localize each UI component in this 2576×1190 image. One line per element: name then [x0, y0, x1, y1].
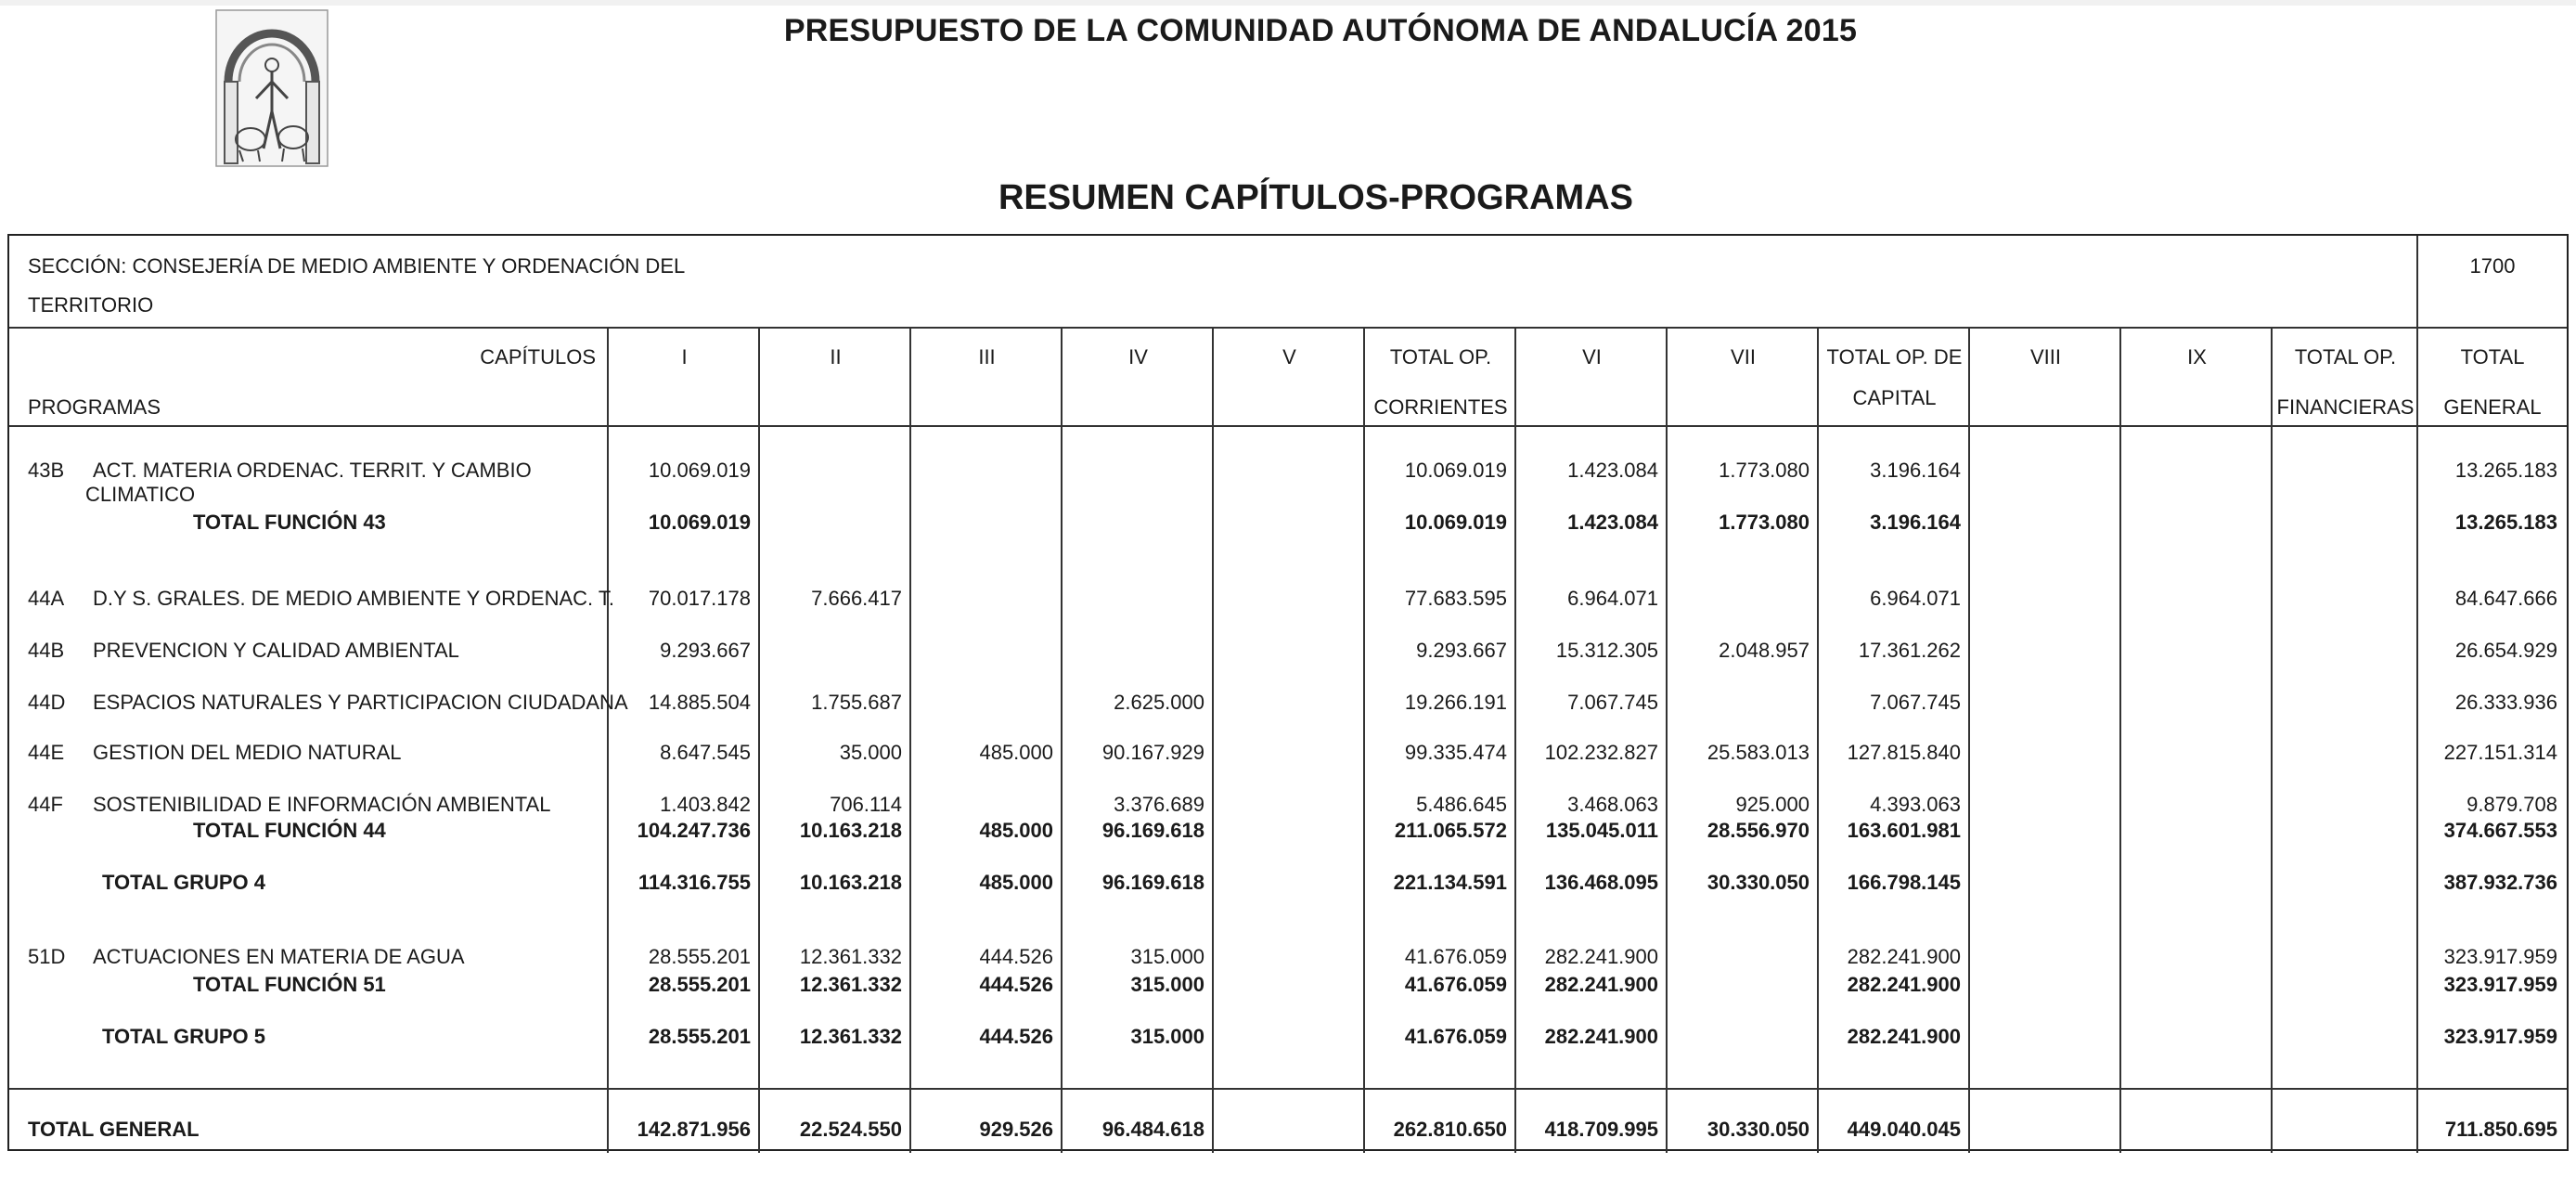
table-cell: 41.676.059 [1404, 973, 1507, 996]
table-cell: 387.932.736 [2443, 871, 2557, 894]
table-cell: 1.773.080 [1719, 459, 1810, 482]
program-code: 51D [28, 945, 66, 968]
section-code: 1700 [2469, 254, 2516, 278]
table-cell: 10.163.218 [799, 819, 902, 842]
column-header: II [830, 345, 842, 369]
table-cell: 104.247.736 [637, 819, 751, 842]
table-cell: 485.000 [979, 819, 1053, 842]
table-cell: 3.196.164 [1870, 459, 1961, 482]
table-cell: 127.815.840 [1847, 741, 1961, 764]
total-label: TOTAL GENERAL [28, 1118, 200, 1141]
table-cell: 12.361.332 [799, 945, 902, 968]
table-cell: 5.486.645 [1416, 793, 1507, 816]
program-name: ACTUACIONES EN MATERIA DE AGUA [93, 945, 465, 968]
table-cell: 6.964.071 [1567, 587, 1658, 610]
table-cell: 13.265.183 [2454, 511, 2557, 534]
table-cell: 282.241.900 [1544, 1025, 1658, 1048]
program-code: 44B [28, 639, 65, 662]
column-header: TOTAL OP. [1389, 345, 1492, 369]
table-cell: 315.000 [1130, 973, 1204, 996]
table-cell: 30.330.050 [1707, 871, 1810, 894]
table-cell: 28.556.970 [1707, 819, 1810, 842]
table-cell: 102.232.827 [1544, 741, 1658, 764]
column-header: VIII [2029, 345, 2061, 369]
total-label: TOTAL GRUPO 5 [102, 1025, 266, 1048]
table-cell: 282.241.900 [1544, 973, 1658, 996]
program-code: 44F [28, 793, 63, 816]
column-divider [2119, 327, 2121, 1153]
table-cell: 28.555.201 [648, 973, 751, 996]
table-cell: 9.879.708 [2467, 793, 2557, 816]
table-cell: 28.555.201 [648, 1025, 751, 1048]
table-cell: 163.601.981 [1847, 819, 1961, 842]
table-cell: 10.069.019 [648, 511, 751, 534]
table-cell: 1.403.842 [660, 793, 751, 816]
table-cell: 227.151.314 [2443, 741, 2557, 764]
table-cell: 7.067.745 [1567, 691, 1658, 714]
table-cell: 282.241.900 [1544, 945, 1658, 968]
programas-header: PROGRAMAS [28, 395, 161, 419]
table-cell: 2.625.000 [1114, 691, 1204, 714]
section-label: SECCIÓN: CONSEJERÍA DE MEDIO AMBIENTE Y ORDENACIÓN DEL [28, 254, 686, 278]
table-cell: 41.676.059 [1404, 945, 1507, 968]
column-header-line2: CAPITAL [1852, 386, 1937, 409]
table-cell: 135.045.011 [1545, 819, 1658, 842]
column-divider [2271, 327, 2273, 1153]
total-label: TOTAL FUNCIÓN 51 [193, 973, 386, 996]
column-header-line2: CORRIENTES [1373, 395, 1508, 419]
column-header: IV [1128, 345, 1148, 369]
column-header: TOTAL OP. DE [1826, 345, 1963, 369]
table-cell: 10.163.218 [799, 871, 902, 894]
table-cell: 41.676.059 [1404, 1025, 1507, 1048]
table-cell: 211.065.572 [1394, 819, 1507, 842]
table-cell: 485.000 [979, 741, 1053, 764]
table-cell: 9.293.667 [660, 639, 751, 662]
table-cell: 13.265.183 [2454, 459, 2557, 482]
table-cell: 418.709.995 [1544, 1118, 1658, 1141]
column-divider [1968, 327, 1970, 1153]
table-cell: 136.468.095 [1544, 871, 1658, 894]
table-cell: 449.040.045 [1847, 1118, 1961, 1141]
table-cell: 26.333.936 [2454, 691, 2557, 714]
total-label: TOTAL GRUPO 4 [102, 871, 266, 894]
table-cell: 711.850.695 [2444, 1118, 2557, 1141]
table-cell: 17.361.262 [1858, 639, 1961, 662]
table-cell: 3.468.063 [1567, 793, 1658, 816]
table-cell: 444.526 [979, 945, 1053, 968]
table-cell: 485.000 [979, 871, 1053, 894]
program-name: GESTION DEL MEDIO NATURAL [93, 741, 402, 764]
table-cell: 323.917.959 [2443, 945, 2557, 968]
program-name: ESPACIOS NATURALES Y PARTICIPACION CIUDADANA [93, 691, 628, 714]
column-header: TOTAL OP. [2294, 345, 2397, 369]
total-label: TOTAL FUNCIÓN 43 [193, 511, 386, 534]
table-cell: 25.583.013 [1707, 741, 1810, 764]
table-cell: 15.312.305 [1555, 639, 1658, 662]
table-cell: 9.293.667 [1416, 639, 1507, 662]
table-cell: 1.423.084 [1567, 459, 1658, 482]
table-cell: 2.048.957 [1719, 639, 1810, 662]
capitulos-header: CAPÍTULOS [480, 345, 596, 369]
table-cell: 14.885.504 [648, 691, 751, 714]
program-code: 43B [28, 459, 65, 482]
top-strip [0, 0, 2576, 6]
table-cell: 7.666.417 [811, 587, 902, 610]
table-cell: 22.524.550 [799, 1118, 902, 1141]
budget-table [7, 234, 2569, 1151]
table-cell: 6.964.071 [1870, 587, 1961, 610]
table-cell: 12.361.332 [799, 1025, 902, 1048]
program-name-cont: CLIMATICO [85, 483, 196, 506]
table-cell: 4.393.063 [1870, 793, 1961, 816]
table-cell: 90.167.929 [1101, 741, 1204, 764]
program-name: D.Y S. GRALES. DE MEDIO AMBIENTE Y ORDENAC. T. [93, 587, 614, 610]
header-divider [9, 327, 2567, 329]
column-header: IX [2187, 345, 2207, 369]
table-cell: 10.069.019 [1404, 511, 1507, 534]
table-cell: 12.361.332 [799, 973, 902, 996]
table-cell: 323.917.959 [2443, 973, 2557, 996]
column-header-divider [9, 425, 2567, 427]
table-cell: 1.773.080 [1719, 511, 1810, 534]
table-cell: 282.241.900 [1847, 973, 1961, 996]
table-cell: 925.000 [1735, 793, 1810, 816]
table-cell: 444.526 [979, 973, 1053, 996]
column-divider [1666, 327, 1668, 1153]
table-cell: 706.114 [830, 793, 902, 816]
program-name: PREVENCION Y CALIDAD AMBIENTAL [93, 639, 459, 662]
table-cell: 221.134.591 [1393, 871, 1507, 894]
table-cell: 8.647.545 [660, 741, 751, 764]
page-subtitle: RESUMEN CAPÍTULOS-PROGRAMAS [998, 178, 1634, 217]
column-header: VII [1731, 345, 1756, 369]
table-cell: 19.266.191 [1404, 691, 1507, 714]
table-cell: 374.667.553 [2443, 819, 2557, 842]
section-code-divider [2416, 236, 2418, 327]
table-cell: 26.654.929 [2454, 639, 2557, 662]
table-cell: 96.169.618 [1101, 871, 1204, 894]
table-cell: 166.798.145 [1847, 871, 1961, 894]
total-label: TOTAL FUNCIÓN 44 [193, 819, 386, 842]
table-cell: 10.069.019 [648, 459, 751, 482]
table-cell: 3.376.689 [1114, 793, 1204, 816]
page-title: PRESUPUESTO DE LA COMUNIDAD AUTÓNOMA DE ANDALUCÍA 2015 [783, 13, 1858, 48]
table-cell: 30.330.050 [1707, 1118, 1810, 1141]
table-cell: 323.917.959 [2443, 1025, 2557, 1048]
table-cell: 99.335.474 [1404, 741, 1507, 764]
table-cell: 35.000 [839, 741, 902, 764]
table-cell: 282.241.900 [1847, 1025, 1961, 1048]
table-cell: 96.169.618 [1101, 819, 1204, 842]
table-cell: 114.316.755 [638, 871, 751, 894]
column-header-line2: GENERAL [2443, 395, 2542, 419]
table-cell: 262.810.650 [1393, 1118, 1507, 1141]
program-code: 44A [28, 587, 65, 610]
column-header: I [681, 345, 688, 369]
table-cell: 3.196.164 [1870, 511, 1961, 534]
table-cell: 1.755.687 [811, 691, 902, 714]
table-cell: 142.871.956 [637, 1118, 751, 1141]
table-cell: 28.555.201 [648, 945, 751, 968]
total-divider [9, 1088, 2567, 1090]
column-header: V [1282, 345, 1296, 369]
program-name: ACT. MATERIA ORDENAC. TERRIT. Y CAMBIO [93, 459, 532, 482]
table-cell: 7.067.745 [1870, 691, 1961, 714]
table-cell: 84.647.666 [2454, 587, 2557, 610]
column-divider [1212, 327, 1214, 1153]
program-code: 44E [28, 741, 65, 764]
column-header-line2: FINANCIERAS [2276, 395, 2415, 419]
table-cell: 444.526 [979, 1025, 1053, 1048]
program-name: SOSTENIBILIDAD E INFORMACIÓN AMBIENTAL [93, 793, 551, 816]
table-cell: 1.423.084 [1567, 511, 1658, 534]
table-cell: 96.484.618 [1101, 1118, 1204, 1141]
column-header: III [978, 345, 996, 369]
table-cell: 315.000 [1130, 945, 1204, 968]
program-code: 44D [28, 691, 66, 714]
table-cell: 10.069.019 [1404, 459, 1507, 482]
table-cell: 929.526 [979, 1118, 1053, 1141]
table-cell: 70.017.178 [648, 587, 751, 610]
table-cell: 315.000 [1130, 1025, 1204, 1048]
column-header: VI [1582, 345, 1602, 369]
column-header: TOTAL [2460, 345, 2525, 369]
table-cell: 77.683.595 [1404, 587, 1507, 610]
section-label-cont: TERRITORIO [28, 293, 154, 317]
table-cell: 282.241.900 [1847, 945, 1961, 968]
